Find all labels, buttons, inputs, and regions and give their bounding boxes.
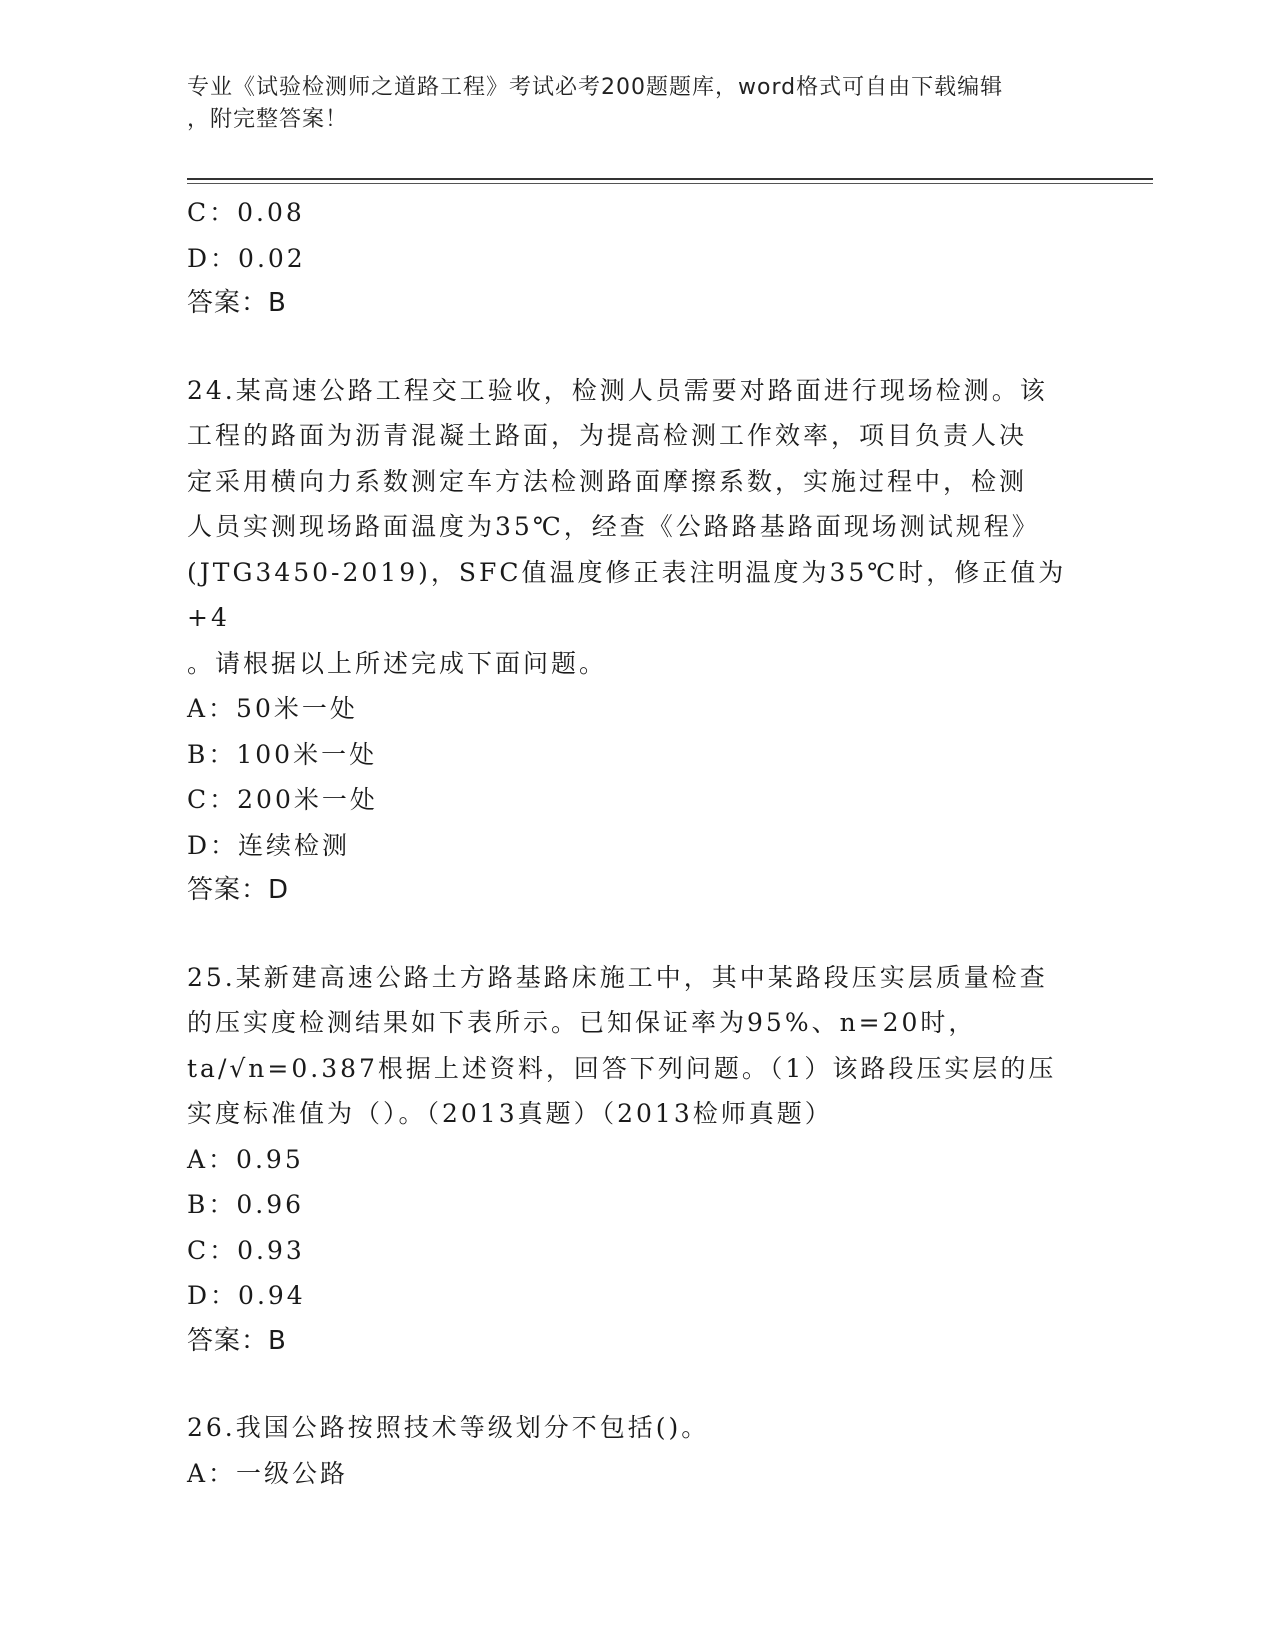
- header-line-1: 专业《试验检测师之道路工程》考试必考200题题库，word格式可自由下载编辑: [187, 75, 1004, 100]
- answer: 答案：D: [187, 875, 290, 905]
- question-text-line: 25.某新建高速公路土方路基路床施工中，其中某路段压实层质量检查: [187, 962, 1048, 992]
- option-d: D：0.94: [187, 1281, 306, 1310]
- answer: 答案：B: [187, 288, 287, 318]
- question-24: [187, 368, 1087, 914]
- option-b: B：0.96: [187, 1190, 305, 1219]
- option-c: C：0.08: [187, 198, 305, 227]
- option-b: B：100米一处: [187, 739, 378, 769]
- header-divider-thick: [187, 178, 1153, 180]
- question-text-line: 的压实度检测结果如下表所示。已知保证率为95%、n=20时，: [187, 1008, 977, 1037]
- header-line-2: ，附完整答案！: [187, 107, 349, 132]
- question-text-line: 工程的路面为沥青混凝土路面，为提高检测工作效率，项目负责人决: [187, 421, 1028, 450]
- question-text-line: (JTG3450-2019)，SFC值温度修正表注明温度为35℃时，修正值为+4: [187, 557, 1067, 632]
- option-c: C：0.93: [187, 1235, 305, 1265]
- option-d: D：0.02: [187, 243, 306, 273]
- answer: 答案：B: [187, 1325, 287, 1356]
- question-23: [187, 190, 1087, 327]
- question-text-line: 人员实测现场路面温度为35℃，经查《公路路基路面现场测试规程》: [187, 512, 1040, 541]
- document-body: [187, 190, 1087, 1496]
- option-a: A：一级公路: [187, 1458, 349, 1488]
- option-d: D：连续检测: [187, 830, 351, 860]
- option-a: A：50米一处: [187, 694, 358, 723]
- question-25: [187, 955, 1087, 1365]
- question-26: [187, 1405, 1087, 1496]
- question-text-line: 。请根据以上所述完成下面问题。: [187, 648, 608, 678]
- question-text-line: ta/√n=0.387根据上述资料，回答下列问题。（1）该路段压实层的压: [187, 1053, 1057, 1083]
- question-text-line: 定采用横向力系数测定车方法检测路面摩擦系数，实施过程中，检测: [187, 466, 1028, 496]
- header-divider-thin: [187, 183, 1153, 184]
- question-text-line: 实度标准值为（）。（2013真题）（2013检师真题）: [187, 1099, 833, 1128]
- document-header: [187, 72, 1087, 136]
- option-a: A：0.95: [187, 1144, 304, 1174]
- option-c: C：200米一处: [187, 785, 378, 814]
- question-text-line: 26.我国公路按照技术等级划分不包括()。: [187, 1413, 710, 1442]
- question-text-line: 24.某高速公路工程交工验收，检测人员需要对路面进行现场检测。该: [187, 375, 1048, 405]
